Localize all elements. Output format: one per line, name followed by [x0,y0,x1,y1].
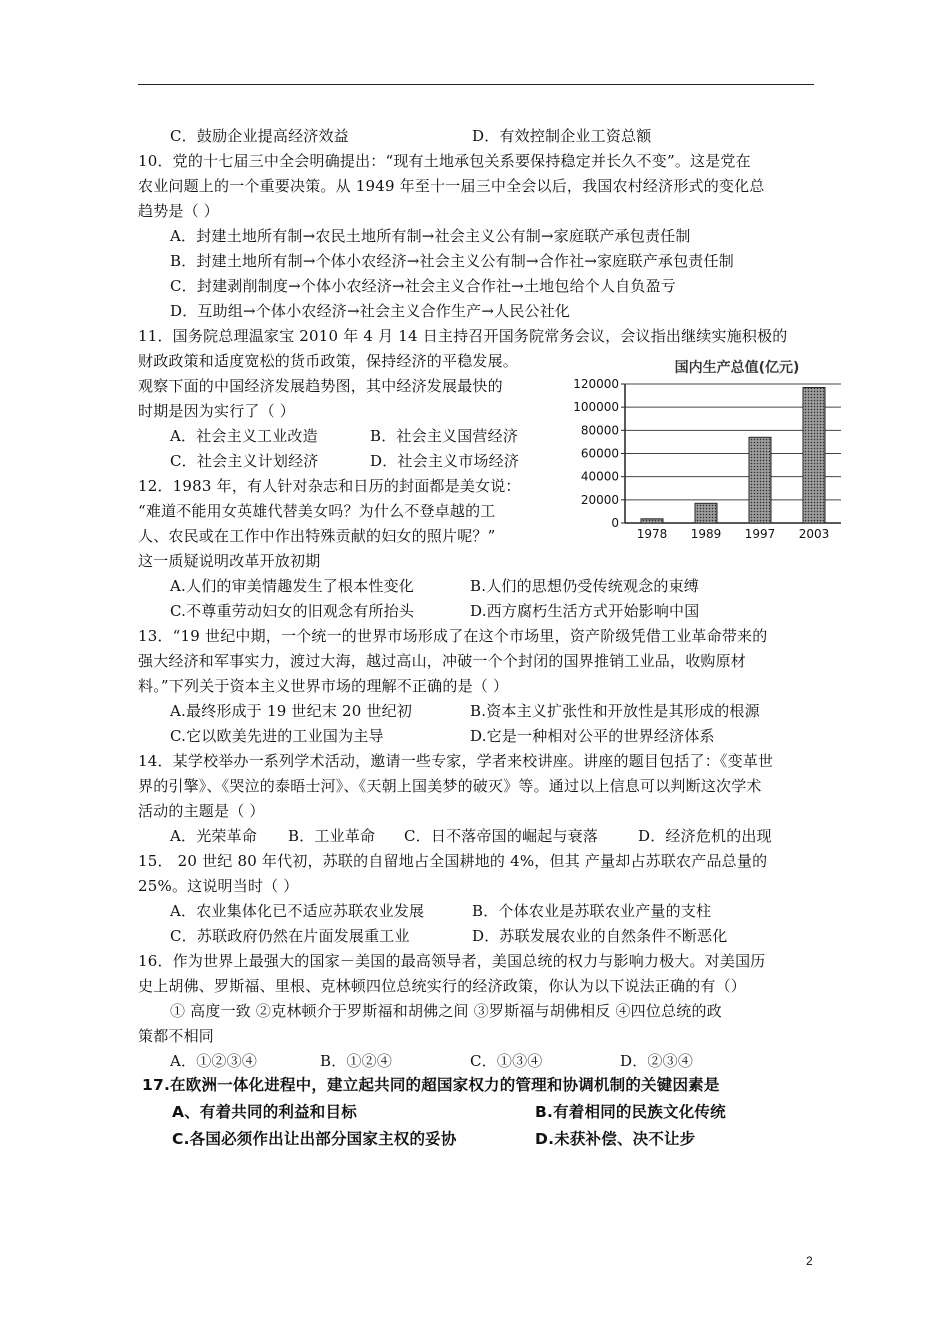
q10-stem-line: 农业问题上的一个重要决策。从 1949 年至十一届三中全会以后，我国农村经济形式的变化总 [138,177,765,195]
q11-option-a: A．社会主义工业改造 [170,427,318,445]
q14-option-d: D．经济危机的出现 [638,827,772,845]
q11-stem-line: 时期是因为实行了（ ） [138,402,295,420]
q9-option-c: C．鼓励企业提高经济效益 [170,127,349,145]
q11-option-c: C．社会主义计划经济 [170,452,319,470]
q13-option-c: C.它以欧美先进的工业国为主导 [170,727,384,745]
q10-stem-line: 10．党的十七届三中全会明确提出：“现有土地承包关系要保持稳定并长久不变”。这是党在 [138,152,751,170]
q15-option-c: C．苏联政府仍然在片面发展重工业 [170,927,410,945]
q14-option-a: A．光荣革命 [170,827,258,845]
chart-bar [803,387,825,523]
page-number: 2 [806,1254,813,1268]
q17-option-c: C.各国必须作出让出部分国家主权的妥协 [172,1130,457,1148]
q12-option-a: A.人们的审美情趣发生了根本性变化 [170,577,415,595]
q15-stem-line: 25%。这说明当时（ ） [138,877,299,895]
q12-option-b: B.人们的思想仍受传统观念的束缚 [470,577,699,595]
q16-option-a: A．①②③④ [170,1052,258,1070]
q14-option-c: C．日不落帝国的崛起与衰落 [404,827,599,845]
q14-option-b: B．工业革命 [288,827,376,845]
q10-stem-line: 趋势是（ ） [138,202,219,220]
chart-title: 国内生产总值(亿元) [674,360,800,376]
q10-option-b: B．封建土地所有制→个体小农经济→社会主义公有制→合作社→家庭联产承包责任制 [170,252,734,270]
q16-items-line: ① 高度一致 ②克林顿介于罗斯福和胡佛之间 ③罗斯福与胡佛相反 ④四位总统的政 [170,1002,722,1020]
q17-option-d: D.未获补偿、决不让步 [535,1130,696,1148]
q12-stem-line: 12．1983 年，有人针对杂志和日历的封面都是美女说： [138,477,521,495]
q16-option-c: C．①③④ [470,1052,543,1070]
q15-option-b: B．个体农业是苏联农业产量的支柱 [472,902,712,920]
q17-stem: 17.在欧洲一体化进程中，建立起共同的超国家权力的管理和协调机制的关键因素是 [142,1076,720,1094]
chart-bar [641,519,663,523]
chart-y-tick-label: 60000 [580,446,619,461]
chart-y-tick-label: 100000 [573,400,619,415]
q14-stem-line: 活动的主题是（ ） [138,802,265,820]
q13-option-a: A.最终形成于 19 世纪末 20 世纪初 [170,702,413,720]
q13-stem-line: 料。”下列关于资本主义世界市场的理解不正确的是（ ） [138,677,509,695]
q12-stem-line: 人、农民或在工作中作出特殊贡献的妇女的照片呢？” [138,527,496,545]
q16-option-b: B．①②④ [320,1052,393,1070]
q14-stem-line: 界的引擎》、《哭泣的泰晤士河》、《天朝上国美梦的破灭》等。通过以上信息可以判断这次学术 [138,777,762,795]
chart-y-tick-label: 20000 [580,492,619,507]
q15-option-d: D．苏联发展农业的自然条件不断恶化 [472,927,728,945]
q12-option-d: D.西方腐朽生活方式开始影响中国 [470,602,700,620]
chart-bar [695,503,717,523]
q13-option-b: B.资本主义扩张性和开放性是其形成的根源 [470,702,760,720]
chart-y-tick-label: 120000 [573,377,619,391]
chart-y-tick-label: 80000 [580,423,619,438]
q11-option-b: B．社会主义国营经济 [370,427,519,445]
q10-option-d: D．互助组→个体小农经济→社会主义合作生产→人民公社化 [170,302,571,320]
chart-x-tick-label: 1989 [690,527,722,541]
q16-stem-line: 史上胡佛、罗斯福、里根、克林顿四位总统实行的经济政策，你认为以下说法正确的有（） [138,977,747,995]
chart-x-tick-label: 1997 [744,527,776,541]
q13-stem-line: 强大经济和军事实力，渡过大海，越过高山，冲破一个个封闭的国界推销工业品，收购原材 [138,652,747,670]
q12-stem-line: 这一质疑说明改革开放初期 [138,552,321,570]
q12-stem-line: “难道不能用女英雄代替美女吗？为什么不登卓越的工 [138,502,496,520]
q10-option-a: A．封建土地所有制→农民土地所有制→社会主义公有制→家庭联产承包责任制 [170,227,691,245]
chart-x-tick-label: 1978 [636,527,668,541]
q16-option-d: D．②③④ [620,1052,694,1070]
chart-x-tick-label: 2003 [798,527,830,541]
q11-stem-line: 财政政策和适度宽松的货币政策，保持经济的平稳发展。 [138,352,519,370]
chart-y-tick-label: 40000 [580,469,619,484]
q17-option-a: A、有着共同的利益和目标 [172,1103,357,1121]
q16-items-line: 策都不相同 [138,1027,215,1045]
gdp-bar-chart [565,358,847,548]
q12-option-c: C.不尊重劳动妇女的旧观念有所抬头 [170,602,415,620]
q13-option-d: D.它是一种相对公平的世界经济体系 [470,727,715,745]
q9-option-d: D．有效控制企业工资总额 [472,127,652,145]
q11-stem-line: 11．国务院总理温家宝 2010 年 4 月 14 日主持召开国务院常务会议，会议指出继续实施积极的 [138,327,788,345]
q16-stem-line: 16．作为世界上最强大的国家－美国的最高领导者，美国总统的权力与影响力极大。对美国历 [138,952,766,970]
q11-stem-line: 观察下面的中国经济发展趋势图，其中经济发展最快的 [138,377,503,395]
q14-stem-line: 14．某学校举办一系列学术活动，邀请一些专家，学者来校讲座。讲座的题目包括了：《变革世 [138,752,774,770]
header-rule [138,84,814,85]
q11-option-d: D．社会主义市场经济 [370,452,520,470]
q17-option-b: B.有着相同的民族文化传统 [535,1103,726,1121]
q13-stem-line: 13．“19 世纪中期，一个统一的世界市场形成了在这个市场里，资产阶级凭借工业革命带来的 [138,627,768,645]
chart-bar [749,437,771,523]
chart-y-tick-label: 0 [611,516,619,530]
q15-stem-line: 15． 20 世纪 80 年代初，苏联的自留地占全国耕地的 4%，但其 产量却占苏联农产品总量的 [138,852,768,870]
q10-option-c: C．封建剥削制度→个体小农经济→社会主义合作社→土地包给个人自负盈亏 [170,277,676,295]
q15-option-a: A．农业集体化已不适应苏联农业发展 [170,902,425,920]
